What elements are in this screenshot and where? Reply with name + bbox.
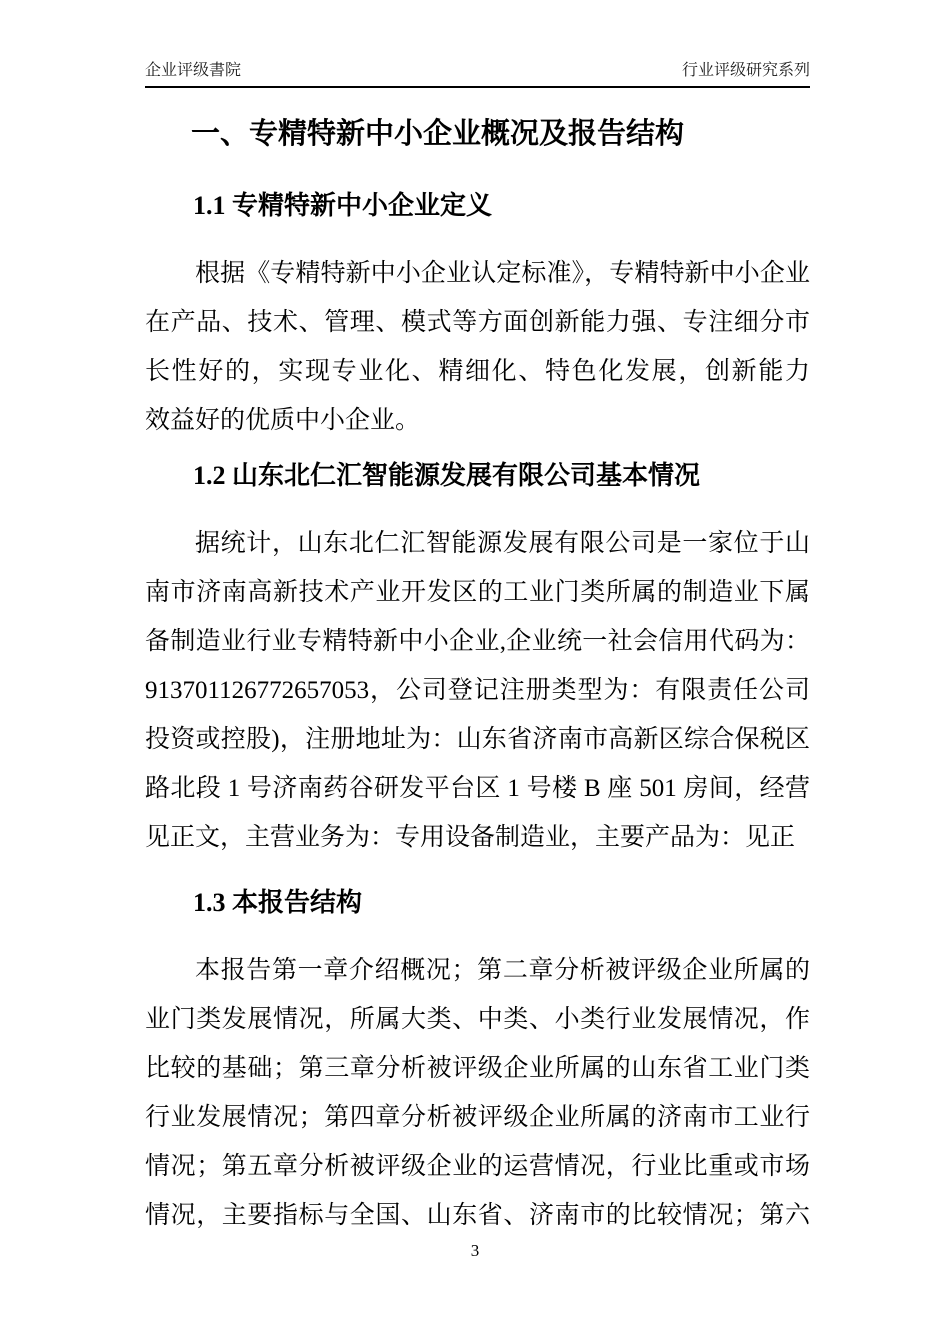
paragraph-line: 据统计，山东北仁汇智能源发展有限公司是一家位于山 — [195, 530, 810, 557]
paragraph-line: 路北段 1 号济南药谷研发平台区 1 号楼 B 座 501 房间，经营 — [145, 775, 810, 802]
header-left-text: 企业评级書院 — [145, 62, 242, 79]
paragraph-line: 比较的基础；第三章分析被评级企业所属的山东省工业门类 — [145, 1055, 810, 1082]
paragraph-line: 效益好的优质中小企业。 — [145, 407, 421, 434]
paragraph-line: 见正文，主营业务为：专用设备制造业，主要产品为：见正 — [145, 824, 796, 851]
paragraph-2 — [145, 519, 810, 862]
paragraph-line: 本报告第一章介绍概况；第二章分析被评级企业所属的 — [195, 957, 810, 984]
paragraph-line: 投资或控股)，注册地址为：山东省济南市高新区综合保税区 — [145, 726, 810, 753]
paragraph-line: 情况，主要指标与全国、山东省、济南市的比较情况；第六 — [145, 1202, 810, 1229]
page-content — [145, 0, 810, 1240]
paragraph-line: 长性好的，实现专业化、精细化、特色化发展，创新能力 — [145, 358, 810, 385]
header-right-text: 行业评级研究系列 — [681, 62, 810, 79]
chapter-title: 一、专精特新中小企业概况及报告结构 — [191, 118, 685, 150]
page-number: 3 — [470, 1241, 480, 1260]
paragraph-line: 行业发展情况；第四章分析被评级企业所属的济南市工业行 — [145, 1104, 810, 1131]
paragraph-line: 情况；第五章分析被评级企业的运营情况，行业比重或市场 — [145, 1153, 810, 1180]
page-header — [145, 0, 810, 88]
paragraph-line: 在产品、技术、管理、模式等方面创新能力强、专注细分市 — [145, 309, 810, 336]
section-heading-1-1: 1.1 专精特新中小企业定义 — [193, 191, 493, 220]
section-heading-1-2: 1.2 山东北仁汇智能源发展有限公司基本情况 — [193, 461, 701, 490]
paragraph-3 — [145, 946, 810, 1240]
section-heading-1-3: 1.3 本报告结构 — [193, 888, 363, 917]
paragraph-line: 913701126772657053，公司登记注册类型为：有限责任公司 — [145, 677, 810, 704]
paragraph-line: 南市济南高新技术产业开发区的工业门类所属的制造业下属 — [145, 579, 810, 606]
paragraph-1 — [145, 249, 810, 445]
paragraph-line: 备制造业行业专精特新中小企业,企业统一社会信用代码为： — [145, 628, 810, 655]
paragraph-line: 业门类发展情况，所属大类、中类、小类行业发展情况，作 — [145, 1006, 810, 1033]
paragraph-line: 根据《专精特新中小企业认定标准》，专精特新中小企业 — [195, 260, 810, 287]
